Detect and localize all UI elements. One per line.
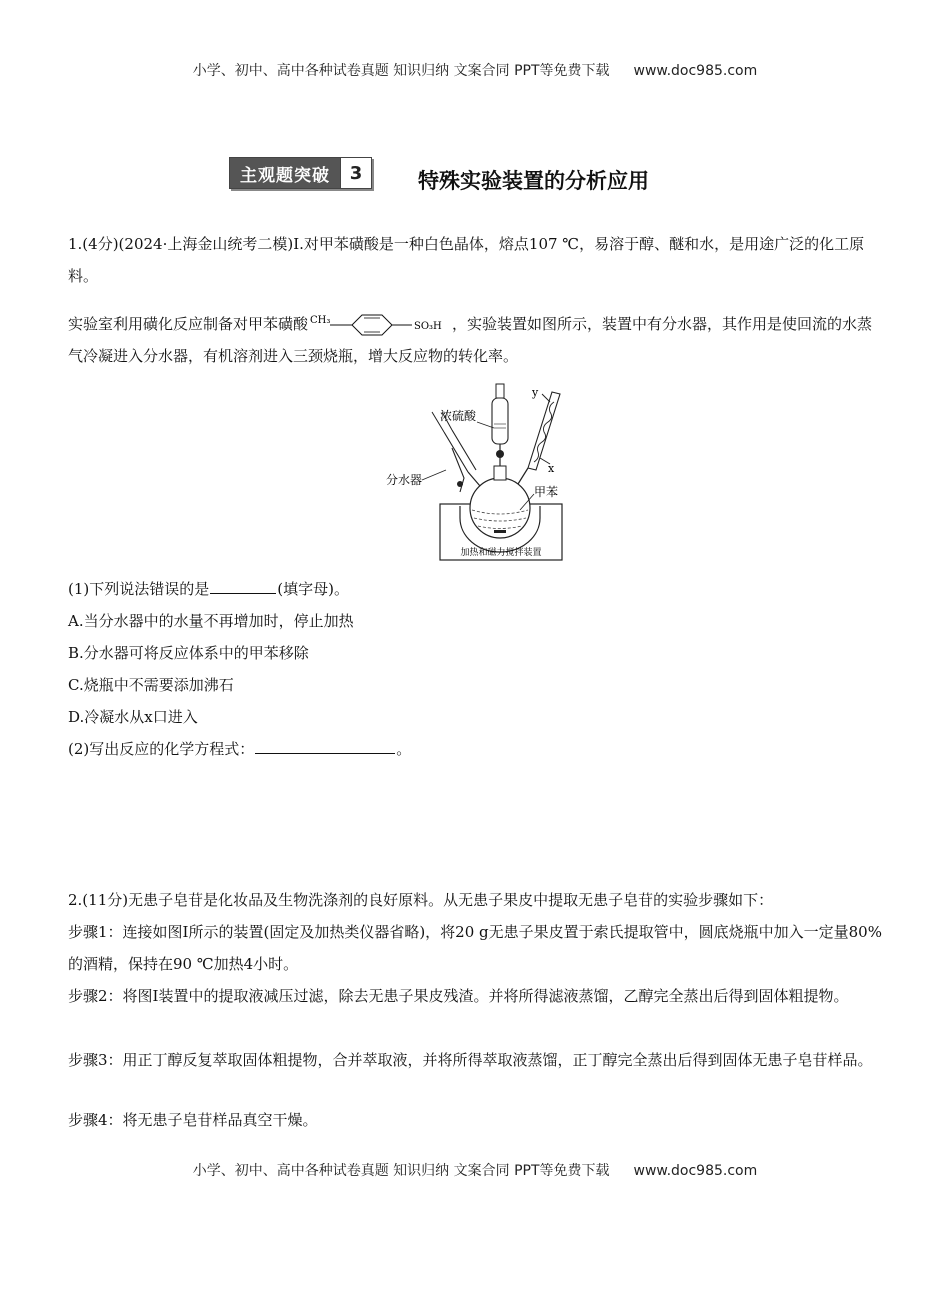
option-a: A.当分水器中的水量不再增加时，停止加热 (68, 612, 354, 630)
separator-label: 分水器 (386, 473, 423, 487)
section-title: 特殊实验装置的分析应用 (418, 169, 649, 193)
footer-banner-url[interactable]: www.doc985.com (633, 1163, 758, 1179)
separator-stopcock-icon (457, 481, 463, 487)
answer-blank-2[interactable] (255, 739, 395, 754)
section-tag-number: 3 (340, 158, 371, 188)
question-1-intro: 1.(4分)(2024·上海金山统考二模)Ⅰ.对甲苯磺酸是一种白色晶体，熔点107 ℃，易溶于醇、醚和水，是用途广泛的化工原料。 (68, 235, 865, 285)
apparatus-figure (382, 372, 582, 562)
water-separator (444, 430, 476, 472)
step-1: 步骤1：连接如图Ⅰ所示的装置(固定及加热类仪器省略)，将20 g无患子果皮置于索氏提取管中，圆底烧瓶中加入一定量80%的酒精，保持在90 ℃加热4小时。 (68, 923, 882, 973)
sub-question-1 (68, 578, 349, 600)
stopcock-icon (496, 450, 504, 458)
molecule-right-group: SO₃H (414, 321, 442, 332)
sub-question-1-after: (填字母)。 (277, 580, 349, 598)
sub-question-1-before: (1)下列说法错误的是 (68, 580, 210, 598)
question-1-body (68, 308, 884, 372)
banner-text: 小学、初中、高中各种试卷真题 知识归纳 文案合同 PPT等免费下载 (192, 63, 610, 79)
step-4: 步骤4：将无患子皂苷样品真空干燥。 (68, 1111, 318, 1129)
step-3: 步骤3：用正丁醇反复萃取固体粗提物，合并萃取液，并将所得萃取液蒸馏，正丁醇完全蒸出后得到固体无患子皂苷样品。 (68, 1051, 873, 1069)
header-banner (0, 60, 950, 80)
footer-banner-text: 小学、初中、高中各种试卷真题 知识归纳 文案合同 PPT等免费下载 (192, 1163, 610, 1179)
option-b: B.分水器可将反应体系中的甲苯移除 (68, 644, 309, 662)
toluenesulfonic-acid-structure (310, 312, 450, 338)
step-2: 步骤2：将图Ⅰ装置中的提取液减压过滤，除去无患子果皮残渣。并将所得滤液蒸馏，乙醇完全蒸出后得到固体粗提物。 (68, 987, 849, 1005)
sub-question-2 (68, 738, 411, 760)
section-tag (229, 157, 372, 189)
sub-question-2-after: 。 (396, 740, 412, 758)
section-heading (229, 158, 649, 193)
banner-url[interactable]: www.doc985.com (633, 63, 758, 79)
acid-label: 浓硫酸 (440, 409, 477, 423)
stir-bar (494, 530, 506, 533)
toluene-label: 甲苯 (534, 485, 559, 499)
question-1-body-before: 实验室利用磺化反应制备对甲苯磺酸 (68, 315, 309, 333)
footer-banner (0, 1160, 950, 1180)
option-c: C.烧瓶中不需要添加沸石 (68, 676, 234, 694)
label-y: y (532, 386, 539, 399)
answer-blank-1[interactable] (210, 579, 276, 594)
molecule-left-group: CH₃ (310, 315, 331, 326)
label-x: x (548, 462, 555, 475)
three-neck-flask (470, 478, 530, 538)
option-d: D.冷凝水从x口进入 (68, 708, 198, 726)
question-2-intro: 2.(11分)无患子皂苷是化妆品及生物洗涤剂的良好原料。从无患子果皮中提取无患子皂苷的实验步骤如下： (68, 891, 774, 909)
question-1-body-after: ，实验装置如图所示，装置中有分水器，其作用是使回流的水蒸气冷凝进入分水器，有机溶剂进入三颈烧瓶，增大反应物的转化率。 (68, 315, 873, 365)
section-tag-label: 主观题突破 (230, 158, 340, 188)
dropping-funnel (492, 398, 508, 444)
heater-label: 加热和磁力搅拌装置 (460, 548, 542, 558)
sub-question-2-before: (2)写出反应的化学方程式： (68, 740, 255, 758)
